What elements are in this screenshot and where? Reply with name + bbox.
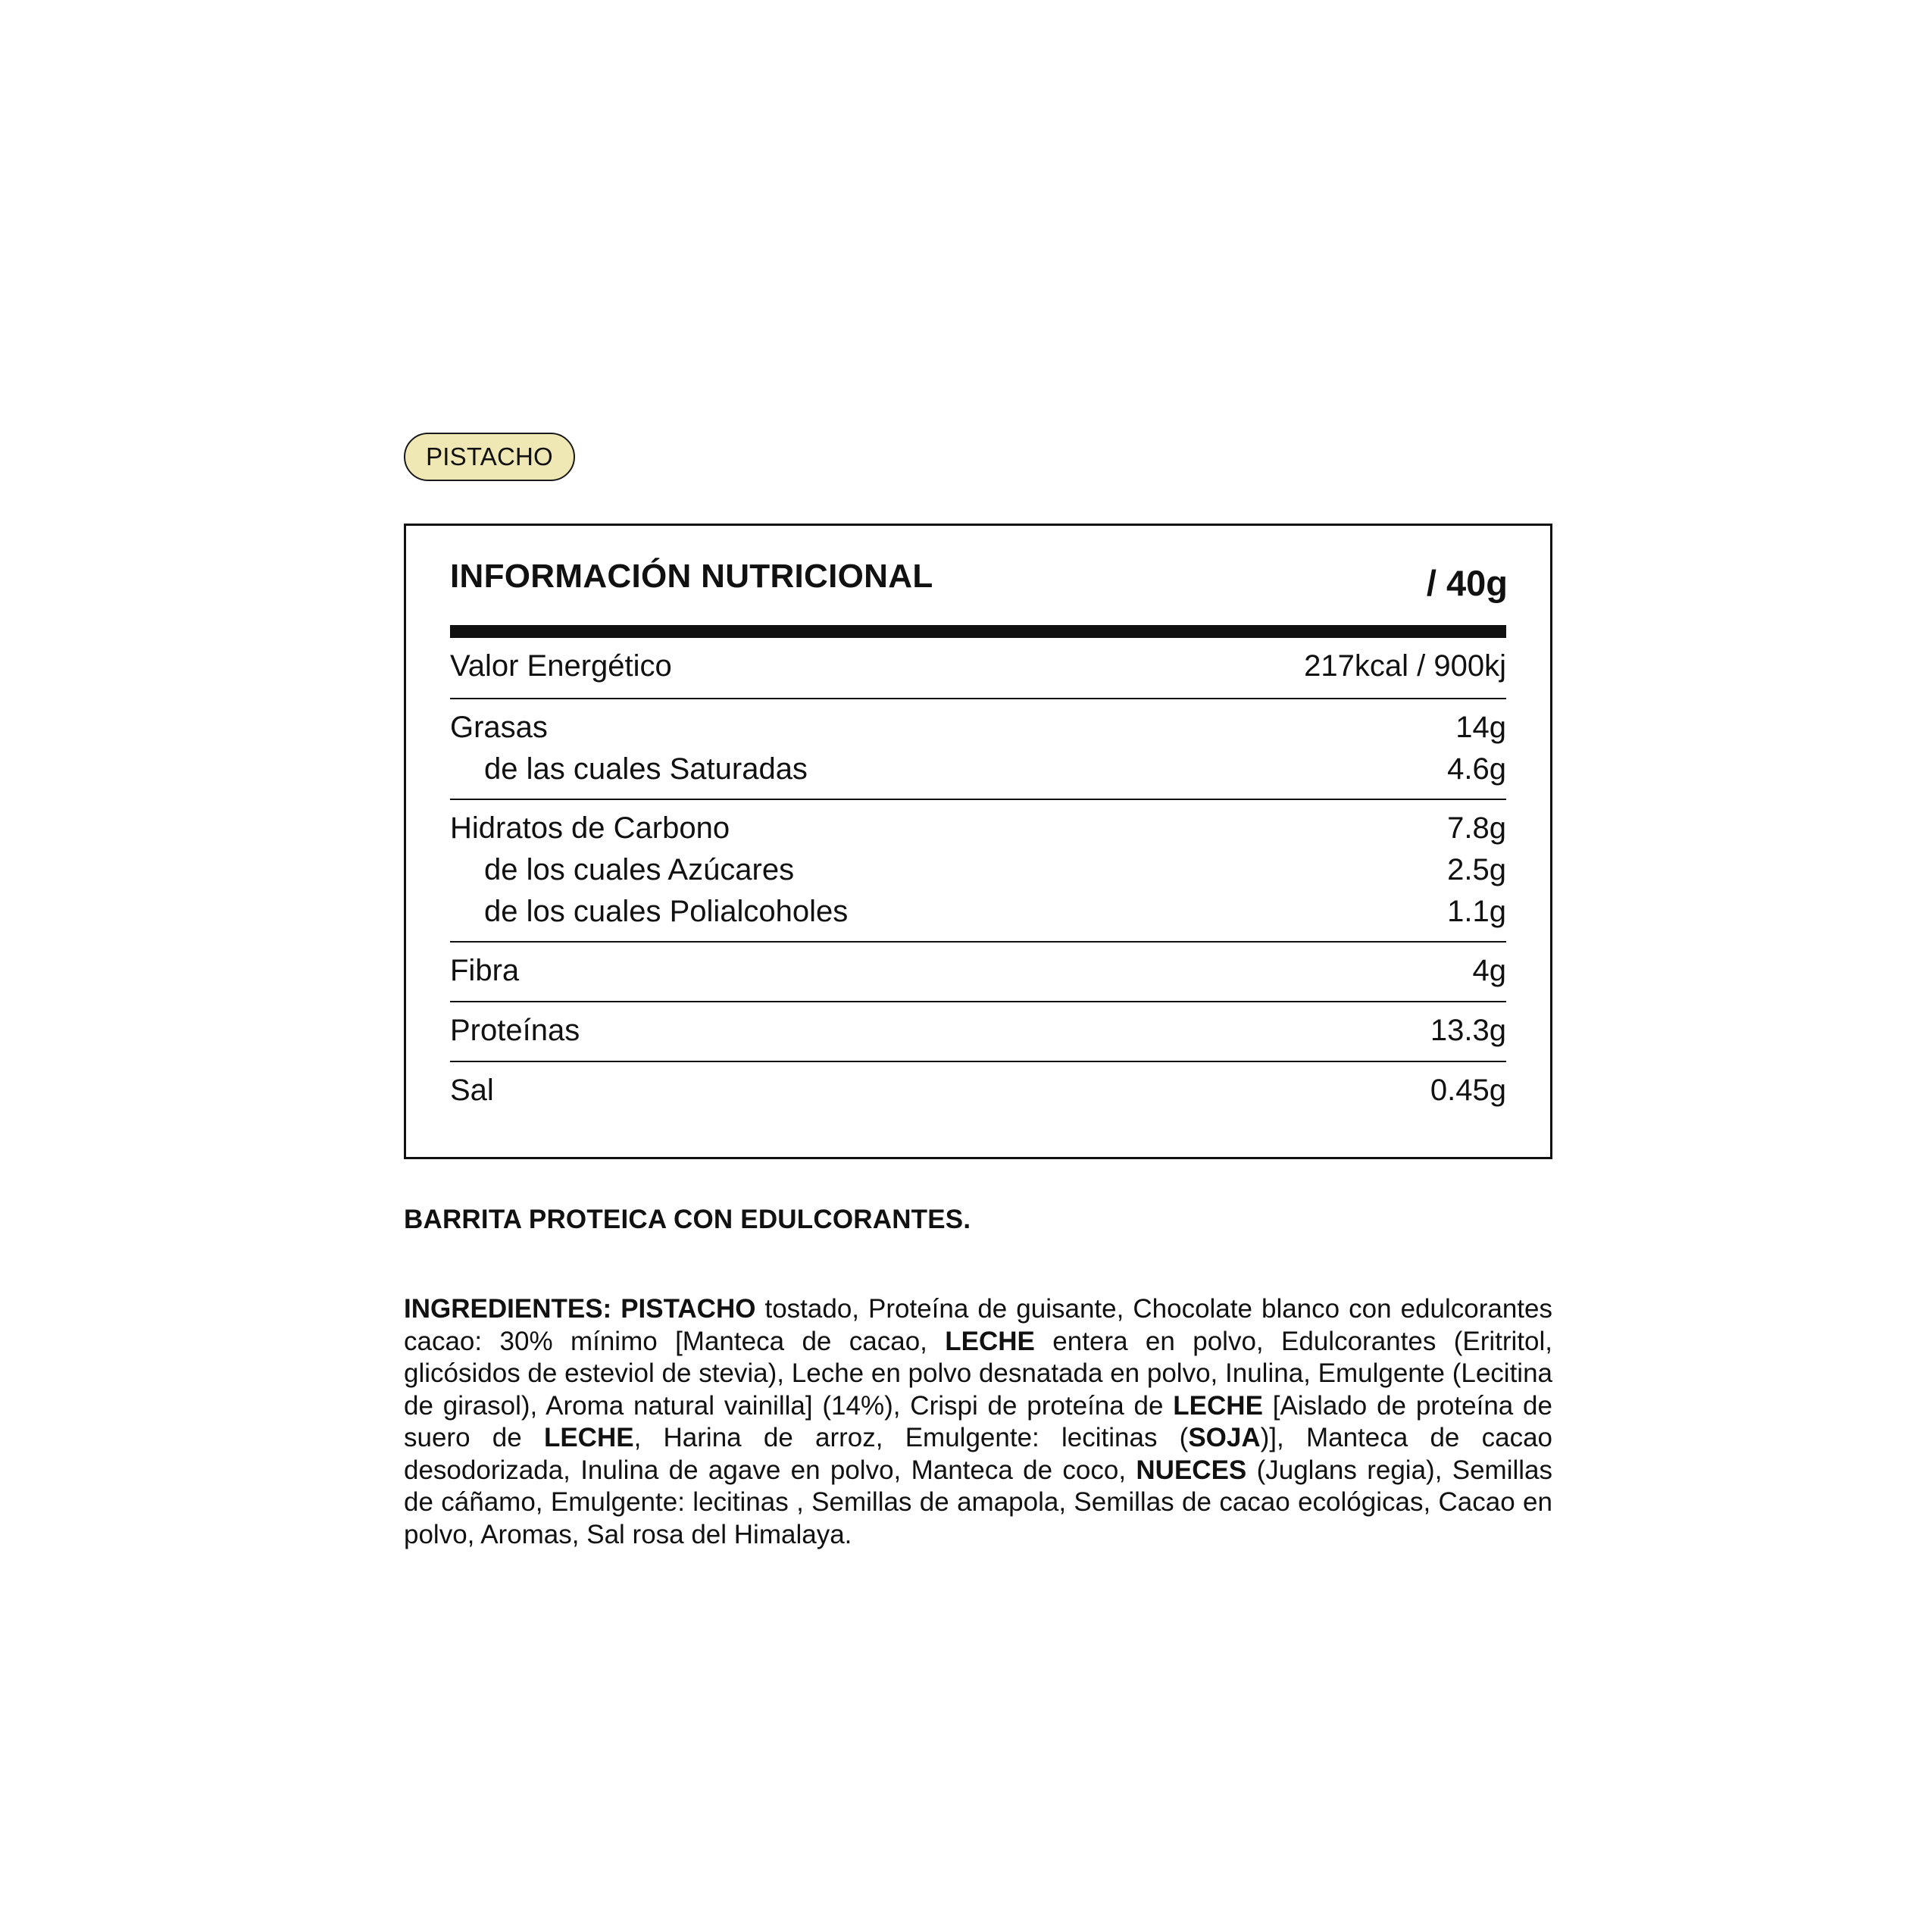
- nutrient-value: 4.6g: [1447, 752, 1506, 786]
- carbohydrate-group: [450, 800, 1506, 943]
- ingredients-text: , Harina de arroz, Emulgente: lecitinas (: [633, 1423, 1189, 1452]
- nutrient-label: Sal: [450, 1074, 494, 1107]
- fiber-group: [450, 943, 1506, 1002]
- table-title: INFORMACIÓN NUTRICIONAL: [450, 558, 933, 595]
- protein-group: [450, 1002, 1506, 1062]
- fat-group: [450, 699, 1506, 800]
- nutrient-value: 0.45g: [1430, 1074, 1506, 1107]
- nutrient-label: Proteínas: [450, 1014, 580, 1047]
- ingredients-text: tostado, Proteína de guisante, Chocolate blanco con edulcorantes cacao: 30% mínimo [Manteca de cacao,: [404, 1294, 1552, 1356]
- energy-group: [450, 638, 1506, 699]
- allergen-text: NUECES: [1136, 1455, 1247, 1485]
- nutrient-label: Fibra: [450, 954, 520, 987]
- allergen-text: LECHE: [945, 1326, 1035, 1356]
- ingredients-text: INGREDIENTES: PISTACHO: [404, 1294, 756, 1324]
- nutrient-row-fat: [450, 707, 1506, 749]
- nutrition-facts-table: [404, 524, 1552, 1159]
- nutrient-row-polyols: [450, 891, 1506, 933]
- nutrient-row-saturated-fat: [450, 749, 1506, 790]
- nutrient-value: 2.5g: [1447, 853, 1506, 886]
- nutrient-label: Grasas: [450, 711, 548, 744]
- ingredients-text: [Aislado de proteína de suero de: [404, 1390, 1552, 1452]
- ingredients-text: (Juglans regia), Semillas de cáñamo, Emulgente: lecitinas , Semillas de amapola, Semillas de cacao ecológicas, Cacao en polvo, Aromas, Sal rosa del Himalaya.: [404, 1455, 1552, 1549]
- nutrient-label: Valor Energético: [450, 649, 672, 683]
- ingredients-text: )], Manteca de cacao desodorizada, Inulina de agave en polvo, Manteca de coco,: [404, 1423, 1552, 1485]
- nutrient-label: de los cuales Azúcares: [484, 853, 795, 886]
- nutrient-row-salt: [450, 1070, 1506, 1111]
- nutrient-value: 13.3g: [1430, 1014, 1506, 1047]
- nutrient-value: 1.1g: [1447, 895, 1506, 928]
- table-header: [449, 558, 1508, 611]
- nutrient-rows: [450, 638, 1506, 1122]
- ingredients-text: entera en polvo, Edulcorantes (Eritritol, glicósidos de esteviol de stevia), Leche en polvo desnatada en polvo, Inulina, Emulgente (Lecitina de girasol), Aroma natural vainilla] (14%), Crispi de proteína de: [404, 1326, 1552, 1421]
- nutrient-value: 4g: [1472, 954, 1506, 987]
- ingredients-paragraph: [404, 1293, 1552, 1551]
- nutrient-row-protein: [450, 1010, 1506, 1052]
- flavor-badge-label: PISTACHO: [426, 442, 553, 470]
- nutrient-row-carbohydrates: [450, 808, 1506, 849]
- nutrient-row-energy: [450, 646, 1506, 687]
- nutrient-label: de los cuales Polialcoholes: [484, 895, 849, 928]
- allergen-text: LECHE: [543, 1423, 634, 1452]
- allergen-text: LECHE: [1173, 1390, 1263, 1421]
- nutrient-value: 14g: [1455, 711, 1506, 744]
- nutrient-value: 217kcal / 900kj: [1304, 649, 1506, 683]
- nutrient-value: 7.8g: [1447, 811, 1506, 845]
- flavor-badge: [404, 433, 575, 481]
- header-divider: [450, 625, 1506, 638]
- nutrient-label: de las cuales Saturadas: [484, 752, 808, 786]
- nutrient-label: Hidratos de Carbono: [450, 811, 730, 845]
- nutrient-row-sugars: [450, 849, 1506, 891]
- allergen-text: SOJA: [1188, 1423, 1261, 1452]
- salt-group: [450, 1062, 1506, 1122]
- product-name: BARRITA PROTEICA CON EDULCORANTES.: [404, 1205, 971, 1234]
- nutrient-row-fiber: [450, 950, 1506, 992]
- serving-size: / 40g: [1426, 563, 1508, 603]
